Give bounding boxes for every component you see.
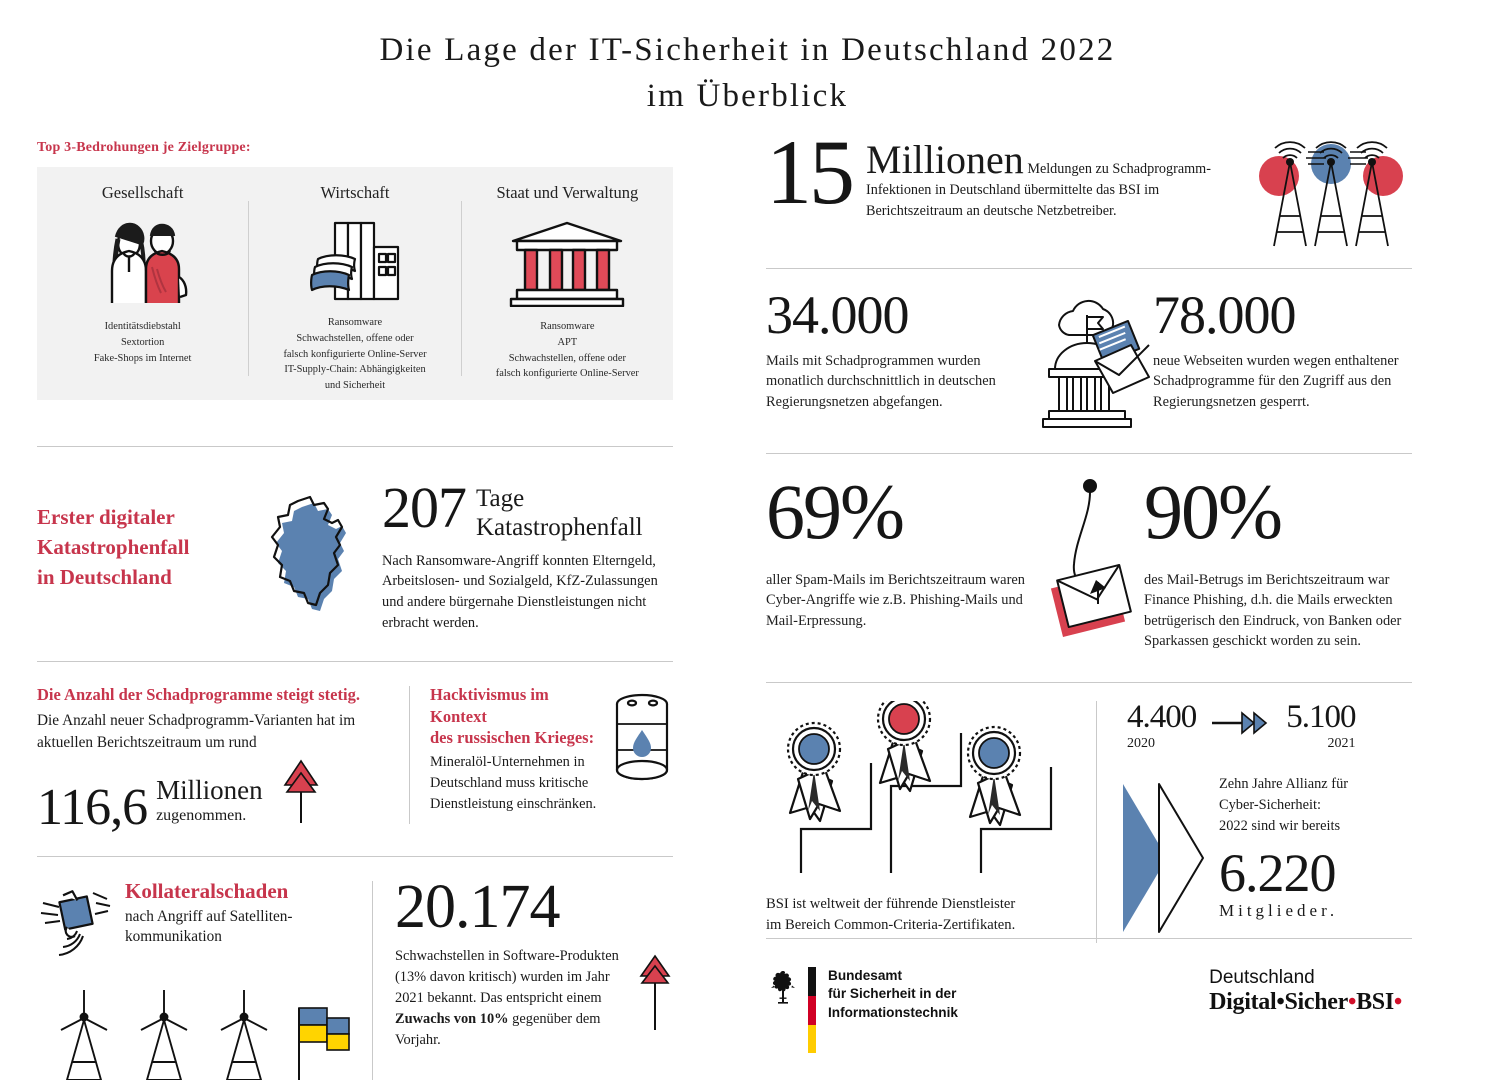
malware-headline: Die Anzahl der Schadprogramme steigt stetig. <box>37 685 360 705</box>
threat-item: APT <box>557 336 578 348</box>
reports-number: 15 <box>766 121 852 223</box>
threats-heading: Top 3-Bedrohungen je Zielgruppe: <box>37 140 251 155</box>
award-ribbons-chart-icon <box>766 701 1096 886</box>
section-divider <box>37 856 673 857</box>
gov-mail-right-body: neue Webseiten wurden wegen enthaltener Schadprogramme für den Zugriff aus den Regierungsnetzen gesperrt. <box>1153 352 1399 410</box>
malware-after: zugenommen. <box>156 807 247 825</box>
disaster-unit-line2: Katastrophenfall <box>476 514 643 542</box>
wind-turbine-icon <box>211 986 277 1080</box>
office-building-icon <box>300 215 410 307</box>
section-divider <box>766 682 1412 683</box>
bundesadler-icon <box>766 967 800 1012</box>
alliance-text <box>1219 774 1412 837</box>
gov-mail-left-body: Mails mit Schadprogrammen wurden monatlich durchschnittlich in deutschen Regierungsnetzen abgefangen. <box>766 352 996 410</box>
threat-item: Schwachstellen, offene oder <box>296 332 414 344</box>
certification-block <box>766 701 1096 943</box>
german-flag-bar-icon <box>808 967 816 1058</box>
spam-right-body: des Mail-Betrugs im Berichtszeitraum war Finance Phishing, d.h. die Mails erweckten betrügerisch den Eindruck, von Banken oder Sparkassen geschickt worden zu sein. <box>1144 571 1402 650</box>
claim-line1: Deutschland <box>1209 967 1315 988</box>
threat-item: falsch konfigurierte Online-Server <box>283 348 427 360</box>
hacktivism-block <box>430 684 673 832</box>
collateral-sub <box>125 907 293 949</box>
alliance-text-line3: 2022 sind wir bereits <box>1219 817 1341 834</box>
hacktivism-body: Mineralöl-Unternehmen in Deutschland muss kritische Dienstleistung einschränken. <box>430 753 597 812</box>
red-up-arrow-icon <box>263 759 321 832</box>
threat-item: IT-Supply-Chain: Abhängigkeiten <box>284 364 426 376</box>
alliance-block <box>1119 701 1412 943</box>
gov-mail-left-number: 34.000 <box>766 285 909 345</box>
reports-unit: Millionen <box>866 137 1024 182</box>
right-column <box>766 121 1412 943</box>
title-line-2: im Überblick <box>646 77 849 114</box>
threat-item: Ransomware <box>540 321 595 332</box>
claim-sep-2: • <box>1347 989 1357 1015</box>
bsi-logo-line3: Informationstechnik <box>828 1004 958 1020</box>
spam-left-body: aller Spam-Mails im Berichtszeitraum waren Cyber-Angriffe wie z.B. Phishing-Mails und Mail-Erpressung. <box>766 571 1025 629</box>
spam-right-number: 90% <box>1144 468 1281 555</box>
threat-item: falsch konfigurierte Online-Server <box>495 368 639 380</box>
collateral-sub-line2: kommunikation <box>125 928 222 946</box>
section-divider <box>37 661 673 662</box>
threat-list <box>496 319 639 382</box>
alliance-members-number: 6.220 <box>1219 842 1336 903</box>
reichstag-envelope-icon <box>1025 291 1153 431</box>
disaster-headline-line1: Erster digitaler <box>37 505 175 529</box>
reports-body: Meldungen zu Schadprogramm-Infektionen in Deutschland übermittelte das BSI im Berichtszeitraum an deutsche Netzbetreiber. <box>866 161 1211 219</box>
malware-section <box>37 684 673 837</box>
government-building-icon <box>505 215 629 311</box>
gov-mail-section <box>766 285 1412 431</box>
threat-item: Schwachstellen, offene oder <box>508 352 626 364</box>
alliance-text-line1: Zehn Jahre Allianz für <box>1219 776 1349 792</box>
threat-item: Fake-Shops im Internet <box>93 352 192 364</box>
alliance-from-number: 4.400 <box>1127 699 1197 735</box>
threat-column-title: Wirtschaft <box>320 183 390 202</box>
section-divider <box>766 268 1412 269</box>
malware-block <box>37 684 409 837</box>
alliance-to-year: 2021 <box>1327 736 1356 751</box>
claim-sep-3: • <box>1393 989 1402 1015</box>
disaster-section <box>37 475 673 633</box>
threat-item: Identitätsdiebstahl <box>104 321 181 332</box>
malware-subtext: Die Anzahl neuer Schadprogramm-Varianten hat im aktuellen Berichtszeitraum um rund <box>37 711 356 751</box>
spam-right <box>1144 468 1412 656</box>
reports-section <box>766 121 1412 250</box>
alliance-to-number: 5.100 <box>1286 699 1356 735</box>
threat-column-staat <box>462 183 673 388</box>
disaster-unit <box>466 481 643 543</box>
column-divider <box>409 686 410 824</box>
footer <box>766 938 1412 1058</box>
gov-mail-right-number: 78.000 <box>1153 285 1296 345</box>
certification-caption-line1: BSI ist weltweit der führende Dienstleister <box>766 896 1016 912</box>
gov-mail-right <box>1153 285 1412 431</box>
claim-bsi: BSI <box>1356 989 1394 1015</box>
oil-barrel-icon <box>605 684 673 832</box>
vulnerabilities-block <box>395 873 673 1080</box>
section-divider <box>766 453 1412 454</box>
vulnerabilities-body <box>395 946 625 1051</box>
radio-towers-icon <box>1244 136 1412 250</box>
threat-item: Sextortion <box>121 336 165 348</box>
bsi-logo-line1: Bundesamt <box>828 968 903 983</box>
malware-unit: Millionen <box>156 775 263 806</box>
disaster-headline <box>37 481 249 592</box>
bsi-logo <box>766 967 958 1058</box>
disaster-number: 207 <box>382 475 466 540</box>
claim-logo <box>1209 967 1412 1016</box>
cert-alliance-section <box>766 701 1412 943</box>
collateral-block <box>37 879 372 1080</box>
spam-left <box>766 468 1034 656</box>
left-column <box>37 140 673 1080</box>
gov-mail-left <box>766 285 1025 431</box>
collateral-sub-line1: nach Angriff auf Satelliten- <box>125 907 293 925</box>
disaster-description: Nach Ransomware-Angriff konnten Elterngeld, Arbeitslosen- und Sozialgeld, KfZ-Zulassungen und andere bürgernahe Dienstleistungen nicht erbracht werden. <box>382 552 658 631</box>
certification-caption-line2: im Bereich Common-Criteria-Zertifikaten. <box>766 917 1016 933</box>
threats-section <box>37 140 673 400</box>
wind-turbine-icon <box>51 986 117 1080</box>
claim-sicher: Sicher <box>1284 989 1348 1015</box>
alliance-from-year: 2020 <box>1127 736 1155 751</box>
reports-text <box>852 136 1244 221</box>
disaster-headline-line3: in Deutschland <box>37 564 172 589</box>
threats-panel <box>37 167 673 400</box>
alliance-members-label: Mitglieder. <box>1219 901 1339 921</box>
malware-number: 116,6 <box>37 779 148 837</box>
alliance-text-line2: Cyber-Sicherheit: <box>1219 796 1322 813</box>
section-divider <box>37 446 673 447</box>
red-up-arrow-icon <box>625 936 673 1037</box>
two-people-icon <box>89 215 197 311</box>
threat-column-wirtschaft <box>249 183 460 392</box>
threat-column-gesellschaft <box>37 183 248 388</box>
germany-map-icon <box>249 481 374 615</box>
claim-line2 <box>1209 989 1402 1016</box>
bsi-logo-text <box>816 967 958 1022</box>
collateral-headline: Kollateralschaden <box>125 879 289 904</box>
vulnerabilities-number: 20.174 <box>395 873 560 942</box>
column-divider <box>372 881 373 1080</box>
column-divider <box>1096 701 1097 943</box>
ukraine-flag-icon <box>291 986 353 1080</box>
alliance-from <box>1127 701 1196 752</box>
title-line-1: Die Lage der IT-Sicherheit in Deutschland 2022 <box>379 32 1116 68</box>
claim-digital: Digital <box>1209 989 1277 1015</box>
spam-section <box>766 468 1412 656</box>
claim-sep-1: • <box>1276 989 1285 1015</box>
disaster-headline-line2: Katastrophenfall <box>37 534 190 559</box>
satellite-icon <box>37 879 125 966</box>
page-title <box>0 28 1495 119</box>
hacktivism-headline-line1: Hacktivismus im Kontext <box>430 685 549 726</box>
threat-list <box>283 315 426 394</box>
vulnerabilities-body-part1: Schwachstellen in Software-Produkten (13% davon kritisch) wurden im Jahr 2021 bekannt. Das entspricht einem <box>395 948 619 1007</box>
threat-list <box>94 319 192 366</box>
spam-left-number: 69% <box>766 468 903 555</box>
threat-item: Ransomware <box>327 317 383 328</box>
bsi-logo-line2: für Sicherheit in der <box>828 986 957 1002</box>
threat-column-title: Staat und Verwaltung <box>496 183 639 202</box>
blue-arrow-right-icon <box>1212 701 1270 740</box>
vulnerabilities-body-part2: gegenüber dem Vorjahr. <box>395 1011 601 1049</box>
threat-column-title: Gesellschaft <box>101 183 184 202</box>
wind-turbine-icon <box>131 986 197 1080</box>
hacktivism-headline-line2: des russischen Krieges: <box>430 728 595 748</box>
certification-caption <box>766 894 1096 936</box>
disaster-unit-line1: Tage <box>476 485 525 512</box>
alliance-to <box>1286 701 1355 752</box>
vulnerabilities-body-bold: Zuwachs von 10% <box>395 1011 509 1028</box>
phishing-hook-envelope-icon <box>1034 476 1144 656</box>
blue-big-arrow-icon <box>1119 774 1219 943</box>
disaster-text <box>374 475 673 633</box>
collateral-section <box>37 873 673 1080</box>
threat-item: und Sicherheit <box>324 380 386 392</box>
hacktivism-headline <box>430 684 605 748</box>
